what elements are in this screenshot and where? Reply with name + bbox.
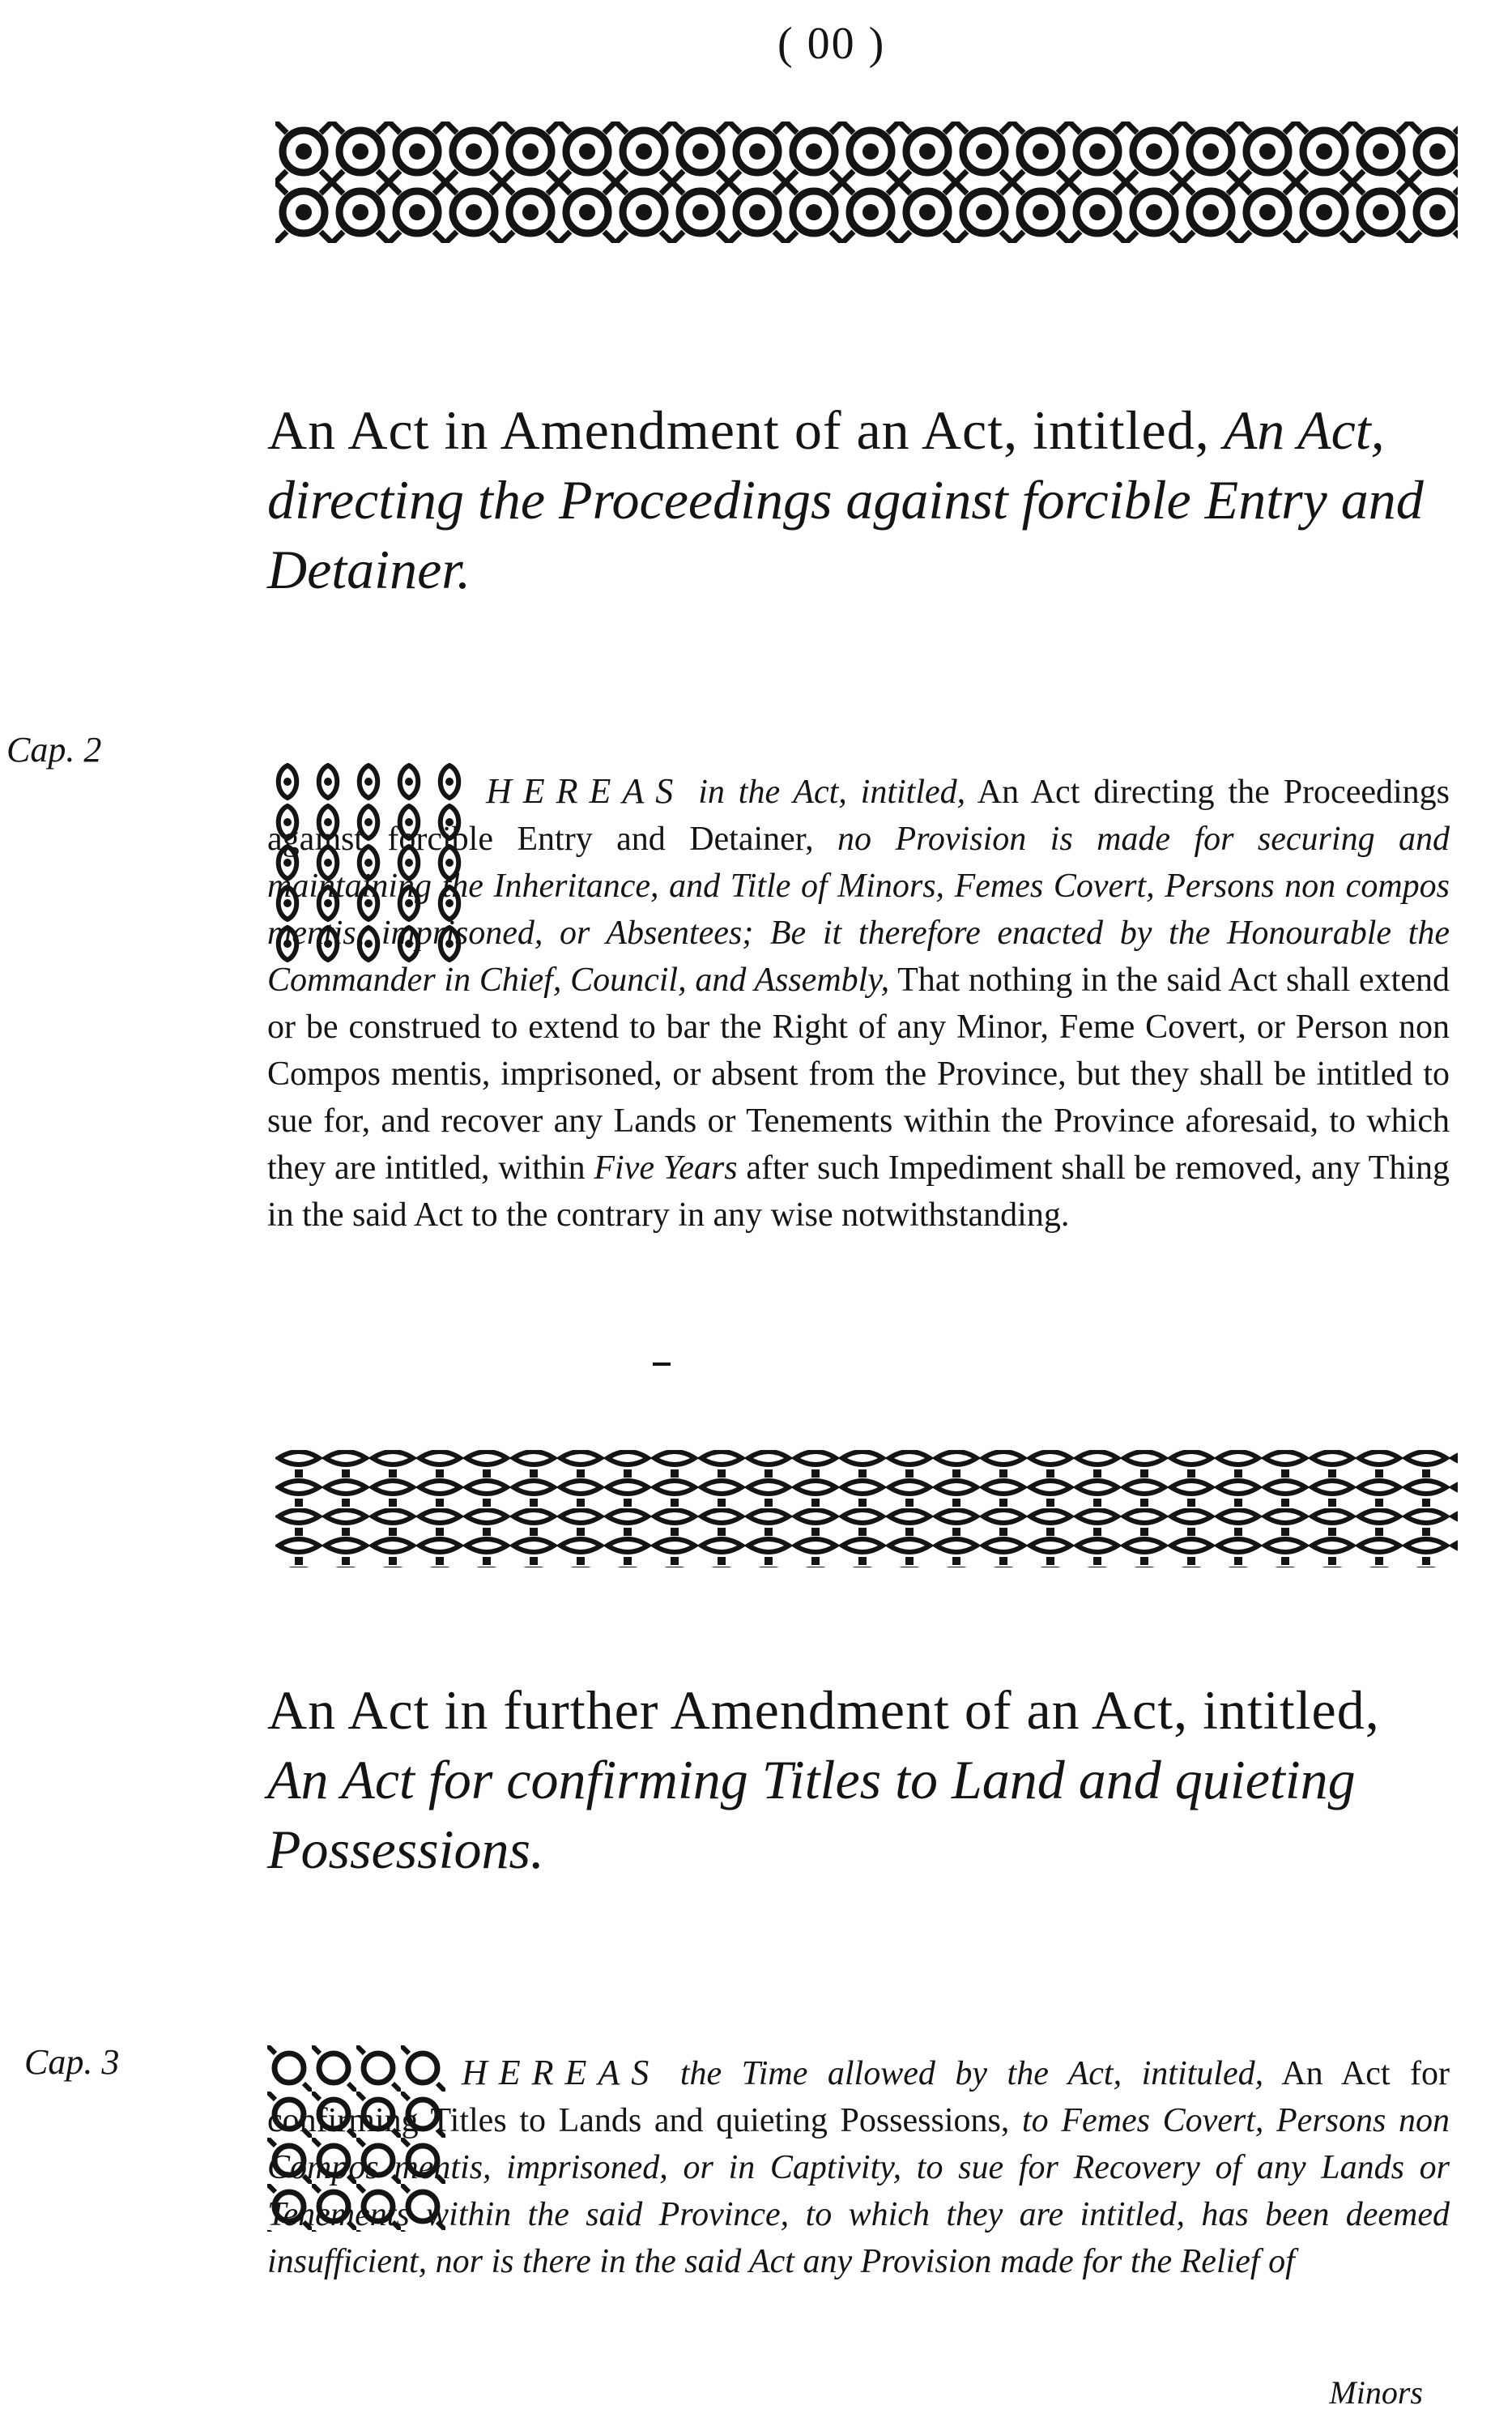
act1-body	[267, 768, 1450, 1239]
act1-text-roman-2: That nothing in the said Act shall extend or be construed to extend to bar the Right of any Minor, Feme Covert, or Person non Compos mentis, imprisoned, or absent from the Province, but they shall be intitled to sue for, and recover any Lands or Tenements within the Province aforesaid, to which they are intitled, within	[267, 962, 1450, 1187]
act1-text-roman-3: after such Impediment shall be removed, any Thing in the said Act to the contrary in any wise notwithstanding.	[267, 1149, 1450, 1234]
act1-text-roman-1: An Act directing the Proceedings against forcible Entry and Detainer,	[267, 774, 1450, 858]
section-rule	[653, 1362, 671, 1366]
act1-title-lead: An Act in Amendment of an Act, intitled,	[267, 399, 1210, 461]
act1-margin-note: Cap. 2	[6, 730, 102, 770]
act2-body	[267, 2049, 1450, 2285]
act2-text-roman-1: An Act for confirming Titles to Lands and quieting Possessions,	[267, 2055, 1450, 2139]
act1-title-italic: An Act, directing the Proceedings against forcible Entry and Detainer.	[267, 399, 1424, 600]
act1-text-italic-3: Five Years	[594, 1149, 738, 1187]
middle-ornament-band	[275, 1450, 1458, 1567]
act2-opening-caps: HEREAS	[462, 2053, 661, 2092]
catchword: Minors	[1329, 2374, 1423, 2411]
act2-title-lead: An Act in further Amendment of an Act, intitled,	[267, 1679, 1380, 1741]
ornament-pattern-icon	[275, 1450, 1458, 1567]
act2-title-italic: An Act for confirming Titles to Land and quieting Possessions.	[267, 1749, 1356, 1880]
page-number: ( 00 )	[777, 19, 886, 69]
act2-text-italic-1: the Time allowed by the Act, intituled,	[679, 2055, 1264, 2092]
act1-text-italic-1: in the Act, intitled,	[698, 774, 966, 811]
top-ornament-band	[275, 122, 1458, 243]
ornament-pattern-icon	[275, 122, 1458, 243]
act1-text-italic-2: no Provision is made for securing and maintaining the Inheritance, and Title of Minors, Femes Covert, Persons non compos mentis, imprisoned, or Absentees; Be it therefore enacted by the Honourable the Commander in Chief, Council, and Assembly,	[267, 821, 1450, 999]
act2-margin-note: Cap. 3	[24, 2042, 120, 2082]
act2-text-italic-2: to Femes Covert, Persons non Compos mentis, imprisoned, or in Captivity, to sue for Recovery of any Lands or Tenements within the said Province, to which they are intitled, has been deemed insufficient, nor is there in the said Act any Provision made for the Relief of	[267, 2102, 1450, 2280]
act1-title	[267, 395, 1466, 604]
act1-opening-caps: HEREAS	[486, 771, 685, 811]
act2-title	[267, 1675, 1450, 1884]
